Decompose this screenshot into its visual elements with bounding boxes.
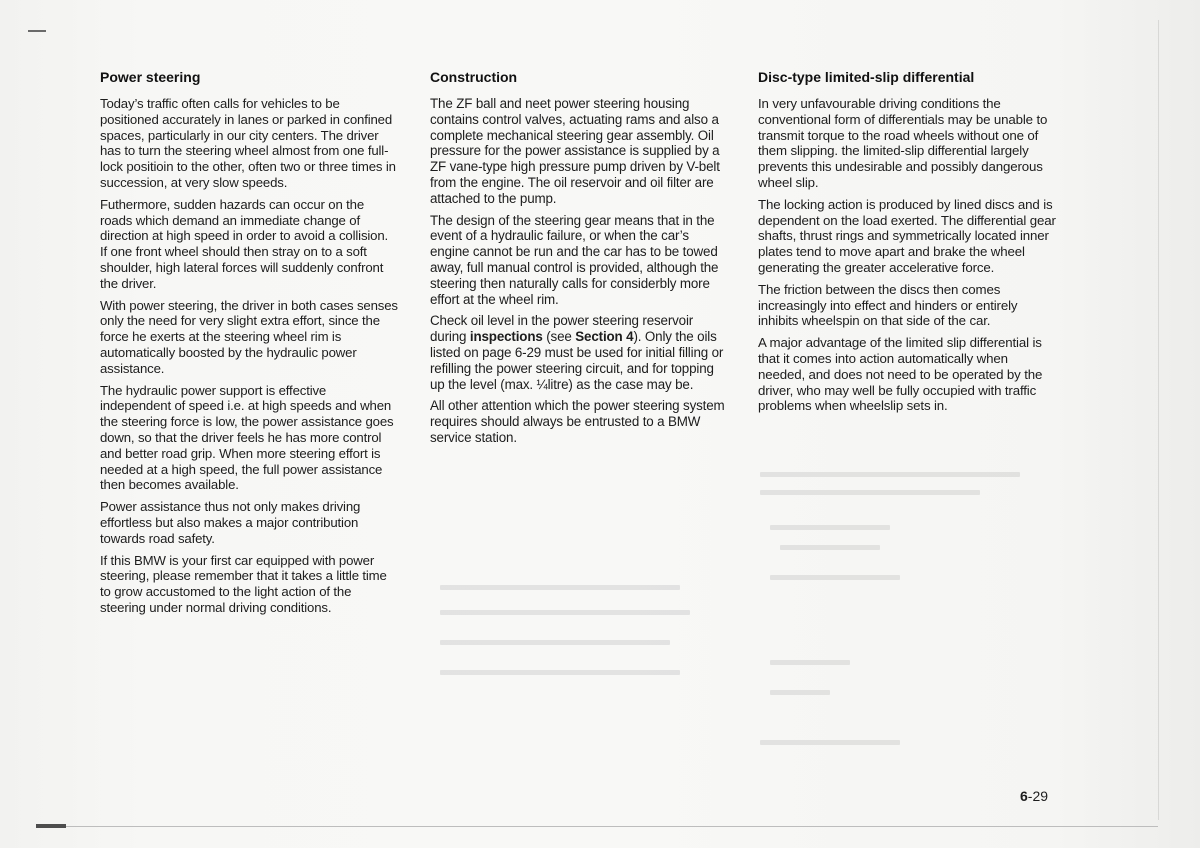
body-paragraph: All other attention which the power steering system requires should always be entrusted to a BMW service station. — [430, 398, 725, 445]
body-paragraph: The locking action is produced by lined discs and is dependent on the load exerted. The differential gear shafts, thrust rings and symmetrically located inner plates tend to move apart and brake the wheel generating the greater accelerative force. — [758, 196, 1056, 275]
bleed-through-mark — [440, 610, 690, 615]
scan-edge-mark — [28, 30, 46, 32]
body-paragraph: With power steering, the driver in both cases senses only the need for very slight extra effort, since the force he exerts at the steering wheel rim is automatically boosted by the hydraulic power assistance. — [100, 297, 398, 376]
body-paragraph: The hydraulic power support is effective independent of speed i.e. at high speeds and when the steering force is low, the power assistance goes down, so that the driver feels he has more control and better road grip. When more steering effort is needed at a high speed, the full power assistance then becomes available. — [100, 382, 394, 493]
body-paragraph: Power assistance thus not only makes driving effortless but also makes a major contribution towards road safety. — [100, 499, 361, 546]
bleed-through-mark — [760, 472, 1020, 477]
bleed-through-mark — [770, 525, 890, 530]
column-construction — [430, 68, 728, 452]
text-run: (see — [542, 329, 576, 345]
bleed-through-mark — [770, 660, 850, 665]
scan-edge-mark-bottom — [36, 824, 66, 828]
bleed-through-mark — [760, 490, 980, 495]
bleed-through-mark — [440, 585, 680, 590]
body-paragraph: The friction between the discs then comes increasingly into effect and hinders or entirely inhibits wheelspin on that side of the car. — [758, 281, 1018, 329]
body-paragraph: The ZF ball and neet power steering housing contains control valves, actuating rams and also a complete mechanical steering gear assembly. Oil pressure for the power assistance is supplied by a ZF vane-type high pressure pump driven by V-belt from the engine. The oil reservoir and oil filter are attached to the pump. — [430, 96, 720, 206]
body-paragraph: A major advantage of the limited slip differential is that it comes into action automatically when needed, and does not need to be operated by the driver, who may well be fully occupied with traffic problems when wheelslip sets in. — [758, 335, 1043, 414]
page-bottom-edge — [38, 826, 1158, 827]
page-number — [1020, 788, 1048, 804]
inspections-reference: inspections — [469, 329, 543, 345]
text-run: ). Only the oils listed on page 6-29 must be used for initial filling or refilling the power steering circuit, and for topping up the level (max. ¼litre) as the case may be. — [430, 329, 724, 392]
bleed-through-mark — [440, 640, 670, 645]
page-index: 29 — [1032, 788, 1049, 804]
body-paragraph: Today’s traffic often calls for vehicles to be positioned accurately in lanes or parked in confined spaces, particularly in our city centers. The driver has to turn the steering wheel almost from one full-lock positioin to the other, often two or three times in succession, at very slow speeds. — [100, 96, 396, 190]
bleed-through-mark — [760, 740, 900, 745]
body-paragraph: In very unfavourable driving conditions the conventional form of differentials may be unable to transmit torque to the road wheels without one of them slipping. the limited-slip differential largely prevents this undesirable and possibly dangerous wheel slip. — [758, 96, 1048, 190]
page-section: 6 — [1020, 788, 1028, 804]
bleed-through-mark — [770, 690, 830, 695]
bleed-through-mark — [780, 545, 880, 550]
section-heading: Power steering — [100, 69, 201, 85]
body-paragraph: If this BMW is your first car equipped with power steering, please remember that it takes a little time to grow accustomed to the light action of the steering under normal driving conditions. — [100, 552, 387, 615]
body-paragraph: Futhermore, sudden hazards can occur on the roads which demand an immediate change of direction at high speed in order to avoid a collision. If one front wheel should then stray on to a soft shoulder, high lateral forces will suddenly confront the driver. — [100, 196, 389, 291]
section-heading: Disc-type limited-slip differential — [758, 69, 975, 85]
text-run: Check oil level in the power steering reservoir during — [430, 313, 694, 345]
body-paragraph: The design of the steering gear means that in the event of a hydraulic failure, or when the car’s engine cannot be run and the car has to be towed away, full manual control is provided, although the steering then naturally calls for considerbly more effort at the wheel rim. — [430, 212, 719, 307]
section-reference: Section 4 — [575, 329, 634, 345]
bleed-through-mark — [770, 575, 900, 580]
column-power-steering — [100, 68, 398, 622]
column-limited-slip-differential — [758, 68, 1056, 420]
page-separator: - — [1027, 788, 1033, 804]
bleed-through-mark — [440, 670, 680, 675]
section-heading: Construction — [430, 69, 518, 85]
check-oil-paragraph — [430, 313, 728, 392]
page-fold-line — [1158, 20, 1159, 820]
